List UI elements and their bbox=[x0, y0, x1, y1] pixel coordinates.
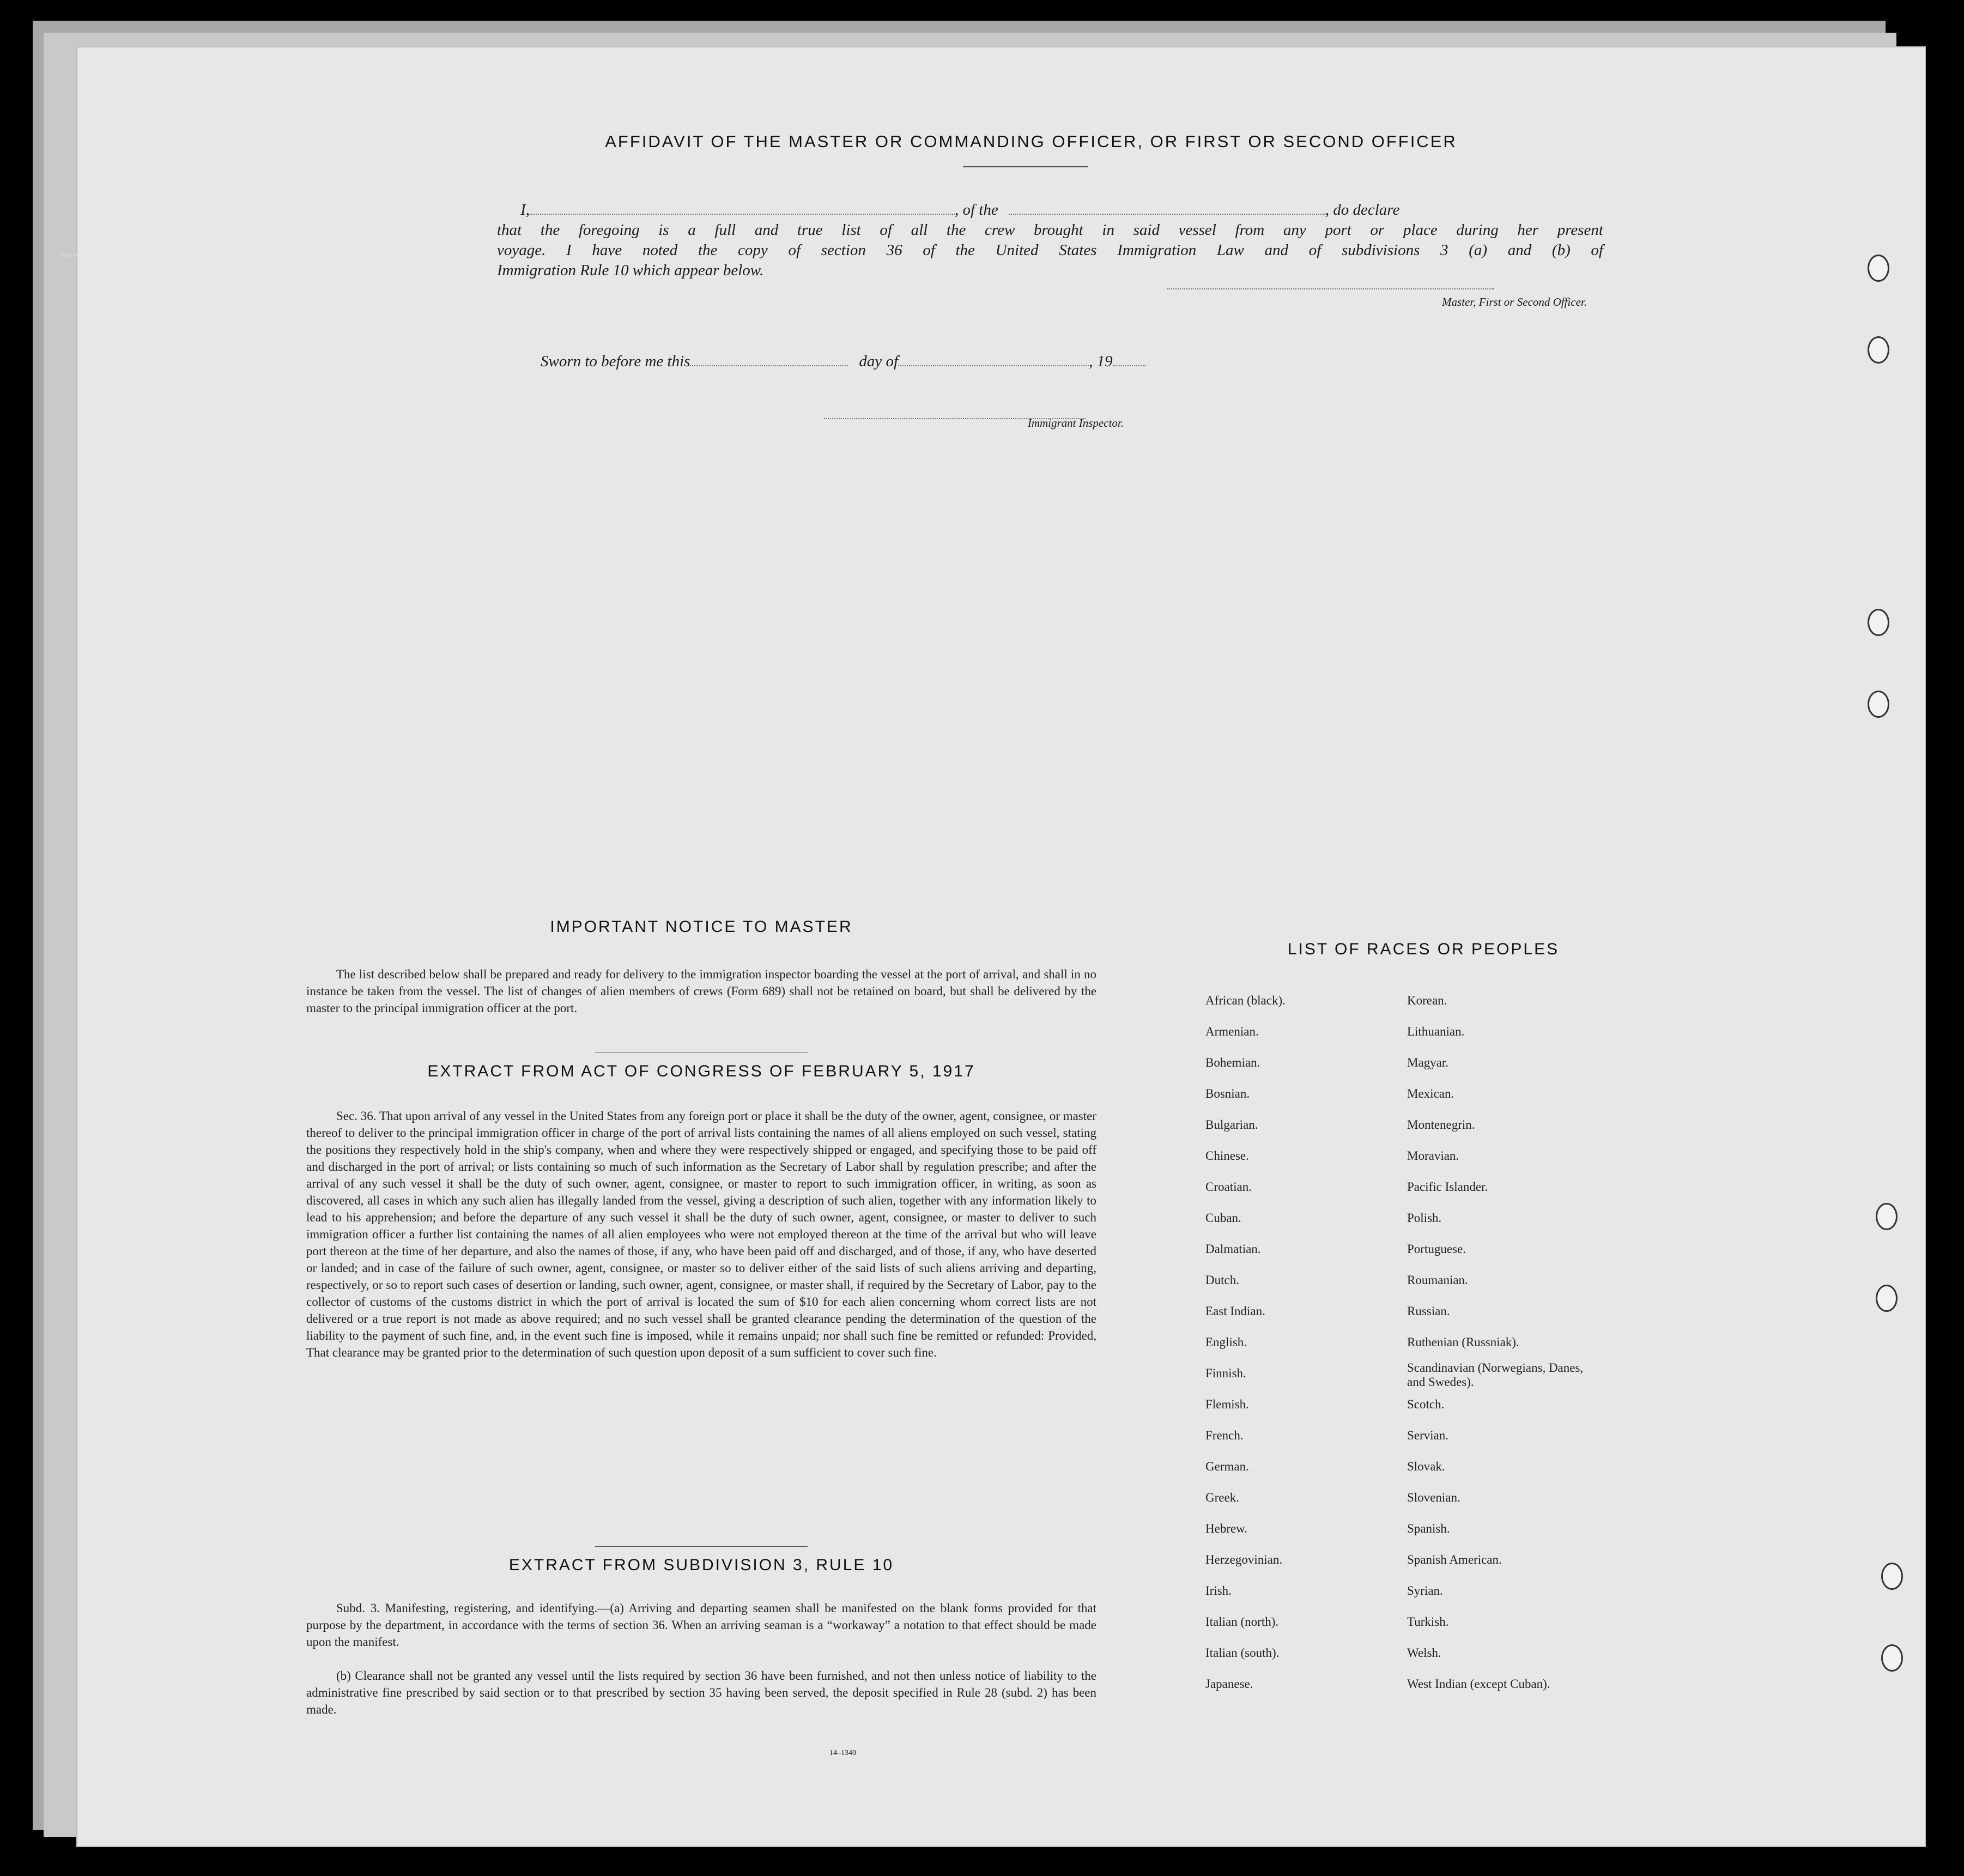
race-item: Slovak. bbox=[1407, 1460, 1445, 1473]
race-item: Cuban. bbox=[1205, 1211, 1241, 1225]
race-item: English. bbox=[1205, 1335, 1247, 1349]
race-item: African (black). bbox=[1205, 994, 1286, 1007]
race-item: Croatian. bbox=[1205, 1180, 1252, 1194]
of-the-label: , of the bbox=[955, 201, 998, 219]
signature-label: Master, First or Second Officer. bbox=[1442, 295, 1587, 308]
divider bbox=[595, 1546, 808, 1547]
race-item: Polish. bbox=[1407, 1211, 1442, 1225]
month-blank bbox=[898, 365, 1089, 366]
vessel-blank bbox=[1009, 214, 1325, 215]
binder-hole bbox=[1868, 691, 1889, 718]
race-item: Roumanian. bbox=[1407, 1273, 1468, 1287]
name-blank bbox=[530, 214, 955, 215]
rule-para-a: Subd. 3. Manifesting, registering, and identifying.—(a) Arriving and departing seamen shall be manifested on the blank forms provided for that purpose by the department, in accordance with the terms of section 36. When an arriving seaman is a “workaway” a notation to that effect should be made upon the manifest. bbox=[306, 1601, 1096, 1649]
race-item: Dalmatian. bbox=[1205, 1242, 1261, 1256]
act-extract-text: Sec. 36. That upon arrival of any vessel in the United States from any foreign port or place it shall be the duty of the owner, agent, consignee, or master thereof to deliver to the principal immigration officer in charge of the port of arrival lists containing the names of all aliens employed on such vessel, stating the positions they respectively hold in the ship's company, when and where they were respectively shipped or engaged, and specifying those to be paid off and discharged in the port of arrival; or lists containing so much of such information as the Secretary of Labor shall by regulation prescribe; and after the arrival of any such vessel it shall be the duty of such owner, agent, consignee, or master to report to such immigration officer, in writing, as soon as discovered, all cases in which any such alien has illegally landed from the vessel, giving a description of such alien, together with any information likely to lead to his apprehension; and before the departure of any such vessel it shall be the duty of such owner, agent, consignee, or master to deliver to such immigration officer a further list containing the names of all alien employees who were not employed thereon at the time of the arrival but who will leave port thereon at the time of her departure, and also the names of those, if any, who have been paid off and discharged, and of those, if any, who have deserted or landed; and in case of the failure of such owner, agent, consignee, or master so to deliver either of the said lists of such aliens arriving and departing, respectively, or so to report such cases of desertion or landing, such owner, agent, consignee, or master shall, if required by the Secretary of Labor, pay to the collector of customs of the customs district in which the port of arrival is located the sum of $10 for each alien concerning whom correct lists are not delivered or a true report is not made as above required; and no such vessel shall be granted clearance pending the determination of the question of the liability to the payment of such fine, and, in the event such fine is imposed, while it remains unpaid; nor shall such fine be remitted or refunded: Provided, That clearance may be granted prior to the determination of such question upon deposit of a sum sufficient to cover such fine. bbox=[306, 1109, 1096, 1359]
race-item: Italian (north). bbox=[1205, 1615, 1279, 1629]
race-item: Herzegovinian. bbox=[1205, 1553, 1283, 1566]
race-item: Armenian. bbox=[1205, 1025, 1259, 1038]
binder-hole bbox=[1876, 1285, 1898, 1312]
race-item: Hebrew. bbox=[1205, 1522, 1248, 1535]
race-item: Moravian. bbox=[1407, 1149, 1459, 1163]
i-label: I, bbox=[520, 201, 530, 219]
race-item: German. bbox=[1205, 1460, 1249, 1473]
race-item: Portuguese. bbox=[1407, 1242, 1466, 1256]
race-item: Ruthenian (Russniak). bbox=[1407, 1335, 1519, 1349]
race-item: East Indian. bbox=[1205, 1304, 1265, 1318]
race-item: Spanish. bbox=[1407, 1522, 1450, 1535]
race-item: Turkish. bbox=[1407, 1615, 1449, 1629]
binder-hole bbox=[1881, 1563, 1903, 1590]
race-item: Syrian. bbox=[1407, 1584, 1443, 1597]
race-item: Italian (south). bbox=[1205, 1646, 1280, 1660]
year-blank bbox=[1113, 365, 1145, 366]
divider bbox=[963, 166, 1088, 167]
act-extract-title: EXTRACT FROM ACT OF CONGRESS OF FEBRUARY 5, 1917 bbox=[427, 1062, 975, 1080]
binder-hole bbox=[1868, 255, 1889, 282]
signature-blank bbox=[1167, 288, 1494, 289]
race-item: Finnish. bbox=[1205, 1366, 1246, 1380]
races-title: LIST OF RACES OR PEOPLES bbox=[1287, 940, 1560, 958]
race-item: Japanese. bbox=[1205, 1677, 1253, 1691]
inspector-label: Immigrant Inspector. bbox=[1027, 416, 1124, 429]
year-label: , 19 bbox=[1089, 353, 1113, 370]
binder-hole bbox=[1868, 609, 1889, 636]
notice-text: The list described below shall be prepared and ready for delivery to the immigration inspector boarding the vessel at the port of arrival, and shall in no instance be taken from the vessel. The list of changes of alien members of crews (Form 689) shall not be retained on board, but shall be delivered by the master to the principal immigration officer at the port. bbox=[306, 967, 1096, 1015]
race-item: Mexican. bbox=[1407, 1087, 1454, 1100]
race-item: Dutch. bbox=[1205, 1273, 1239, 1287]
race-item: Irish. bbox=[1205, 1584, 1232, 1597]
race-item: Chinese. bbox=[1205, 1149, 1249, 1163]
race-item: Russian. bbox=[1407, 1304, 1450, 1318]
affidavit-title: AFFIDAVIT OF THE MASTER OR COMMANDING OFFICER, OR FIRST OR SECOND OFFICER bbox=[605, 132, 1457, 151]
rule-para-b: (b) Clearance shall not be granted any vessel until the lists required by section 36 have been furnished, and not then unless notice of liability to the administrative fine prescribed by said section or to that prescribed by section 35 having been served, the deposit specified in Rule 28 (subd. 2) has been made. bbox=[306, 1669, 1096, 1716]
race-item: Scandinavian (Norwegians, Danes, and Swedes). bbox=[1407, 1361, 1584, 1389]
race-item: Lithuanian. bbox=[1407, 1025, 1465, 1038]
declaration-line: that the foregoing is a full and true list of all the crew brought in said vessel from any port or place during her present bbox=[497, 221, 1603, 239]
race-item: Flemish. bbox=[1205, 1397, 1249, 1411]
do-declare-label: , do declare bbox=[1325, 201, 1400, 219]
declaration-line: Immigration Rule 10 which appear below. bbox=[497, 262, 764, 279]
race-item: Pacific Islander. bbox=[1407, 1180, 1488, 1194]
race-item: French. bbox=[1205, 1429, 1244, 1442]
races-column-1 bbox=[1205, 985, 1402, 1699]
race-item: West Indian (except Cuban). bbox=[1407, 1677, 1550, 1691]
race-item: Scotch. bbox=[1407, 1397, 1445, 1411]
document-page bbox=[76, 46, 1926, 1847]
race-item: Montenegrin. bbox=[1407, 1118, 1475, 1131]
race-item: Slovenian. bbox=[1407, 1491, 1460, 1504]
race-item: Greek. bbox=[1205, 1491, 1239, 1504]
binder-hole bbox=[1876, 1203, 1898, 1230]
race-item: Magyar. bbox=[1407, 1056, 1449, 1069]
binder-hole bbox=[1881, 1644, 1903, 1672]
race-item: Spanish American. bbox=[1407, 1553, 1502, 1566]
day-blank bbox=[690, 365, 848, 366]
race-item: Bohemian. bbox=[1205, 1056, 1260, 1069]
notice-title: IMPORTANT NOTICE TO MASTER bbox=[550, 918, 853, 936]
race-item: Korean. bbox=[1407, 994, 1447, 1007]
affidavit-body bbox=[497, 200, 1603, 281]
rule-extract-title: EXTRACT FROM SUBDIVISION 3, RULE 10 bbox=[508, 1556, 894, 1574]
declaration-line bbox=[497, 200, 1603, 220]
sworn-line bbox=[541, 353, 1145, 371]
race-item: Bulgarian. bbox=[1205, 1118, 1258, 1131]
race-item: Servian. bbox=[1407, 1429, 1449, 1442]
day-of-label: day of bbox=[859, 353, 899, 370]
margin-note: (Printe bbox=[58, 251, 78, 259]
form-number: 14–1340 bbox=[829, 1749, 856, 1757]
race-item: Welsh. bbox=[1407, 1646, 1441, 1660]
binder-hole bbox=[1868, 336, 1889, 364]
races-column-2 bbox=[1407, 985, 1663, 1699]
declaration-line: voyage. I have noted the copy of section 36 of the United States Immigration Law and of subdivisions 3 (a) and (b) of bbox=[497, 241, 1603, 259]
race-item: Bosnian. bbox=[1205, 1087, 1250, 1100]
sworn-label: Sworn to before me this bbox=[541, 353, 690, 370]
